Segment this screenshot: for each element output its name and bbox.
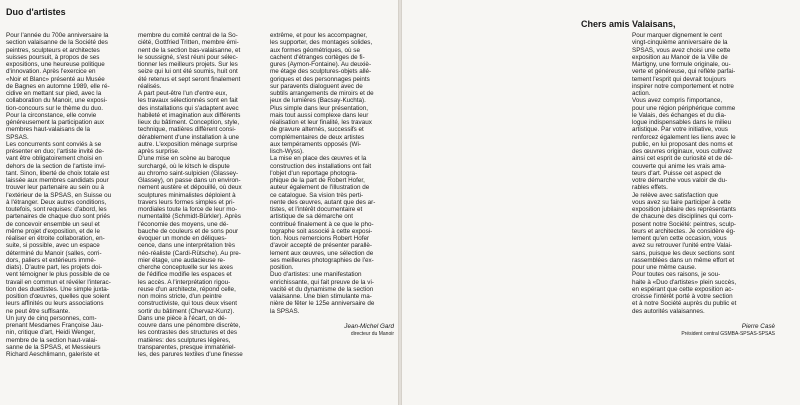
letter-text-column: Pour marquer dignement le cent vingt-cinquième anniversaire de la SPSAS, vous avez choisi une cette exposition au Manoir de la Ville de Martigny, une formule originale, ou- verte et généreuse, qui reflète parfai- tement l'esprit qui devrait toujours inspirer notre comportement et notre action. Vous avez compris l'importance, pour une région périphérique comme le Valais, des échanges et du dia- logue indispensables dans le milieu artistique. Par votre initiative, vous renforcez également les liens avec le public, en lui proposant des noms et des œuvres originaux, vous cultivez ainsi cet esprit de curiosité et de dé- couverte qui anime les vrais ama- teurs d'art. Puisse cet aspect de votre démarche vous valoir de du- rables effets. Je relève avec satisfaction que vous avez su faire participer à cette exposition jubilaire des représentants de chacune des disciplines qui com- posent notre Société: peintres, sculp- teurs et architectes. Je considère ég- lement qu'en cette occasion, vous avez su retrouver l'unité entre Valai- sans, puisque les deux sections sont rassemblées dans un même effort et pour une même cause. Pour toutes ces raisons, je sou- haite à «Duo d'artistes» plein succès, en espérant que cette exposition ac- croisse l'intérêt porté à votre section et à notre Société auprès du public et des autorités valaisannes. Pierre Casè Président central GSMBA-SPSAS-SPSAS	[632, 32, 775, 337]
text-column-2: membre du comité central de la So- ciété, Gottfried Tritten, membre émi- nent de la section bas-valaisanne, et le soussigné, s'est réuni pour sélec- tionner les meilleurs projets. Sur les seize qui lui ont été soumis, huit ont été retenus et sept seront finalement réalisés. A part peut-être l'un d'entre eux, les travaux sélectionnés sont en fait des installations qui s'adaptent avec habileté et imagination aux différents lieux du bâtiment. Conception, style, technique, matières diffèrent consi- dérablement d'une installation à une autre. L'exposition ménage surprise après surprise. D'une mise en scène au baroque surchargé, où le kitsch le dispute au chromo saint-sulpicien (Glassey- Glassey), on passe dans un environ- nement austère et dépouillé, où deux sculptures minimalistes déploient à travers leurs formes simples et pri- mordiales toute la force de leur mo- numentalité (Schmidt-Bürkler). Après l'économie des moyens, une dé- bauche de couleurs et de sons pour évoquer un monde en déliques- cence, dans une interprétation très néo-réaliste (Cardi-Rütsche). Au pre- mier étage, une audacieuse re- cherche conceptuelle sur les axes de l'édifice modifie les espaces et les accès. A l'interprétation rigou- reuse d'un architecte, répond celle, non moins stricte, d'un peintre constructiviste, qui tous deux visent sortir du bâtiment (Chervaz-Kunz). Dans une pièce à l'écart, on dé- couvre dans une pénombre discrète, les contrastes des structures et des matières: des sculptures légères, transparentes, presque immatériel- les, des parures textiles d'une finesse	[138, 32, 243, 358]
letter-signature: Pierre Casè	[741, 322, 775, 330]
author-signature: Jean-Michel Gard	[344, 322, 394, 330]
left-page	[0, 0, 398, 405]
text-column-3: extrême, et pour les accompagner, les supporter, des montages solides, aux formes géométriques, où se cachent d'étranges cortèges de fi- gures (Aymon-Fontaine). Au deuxiè- me étage des sculptures-objets allé- goriques et des personnages peints sur paravents dialoguent avec de subtils arrangements de miroirs et de jeux de lumières (Bacsay-Kuchta). Plus simple dans leur présentation, mais tout aussi complexe dans leur réalisation et leur finalité, les travaux de gravure alternés, successifs et complémentaires de deux artistes aux tempéraments opposés (Wi- lisch-Wyss). La mise en place des œuvres et la construction des installations ont fait l'objet d'un reportage photogra- phique de la part de Robert Hofer, auteur également de l'illustration de ce catalogue. Sa vision très perti- nente des œuvres, autant que des ar- tistes, et l'intérêt documentaire et artistique de sa démarche ont contribué finalement à ce que le pho- tographe soit associé à cette exposi- tion. Nous remercions Robert Hofer d'avoir accepté de présenter parallè- lement aux œuvres, une sélection de ses meilleures photographies de l'ex- position. Duo d'artistes: une manifestation enrichissante, qui fait preuve de la vi- vacité et du dynamisme de la section valaisanne. Une bien stimulante ma- nière de fêter le 125e anniversaire de la SPSAS. Jean-Michel Gard directeur du Manoir	[270, 32, 394, 337]
page-title: Duo d'artistes	[6, 7, 66, 17]
text-column-1: Pour l'année du 700e anniversaire la section valaisanne de la Société des peintres, sculpteurs et architectes suisses poursuit, à propos de ses expositions, une heureuse politique d'innovation. Après l'exercice en «Noir et Blanc» présenté au Musée de Bagnes en automne 1989, elle ré- cidive en mettant sur pied, avec la collaboration du Manoir, une exposi- tion-concours sur le thème du duo. Pour la circonstance, elle convie généreusement la participation aux membres haut-valaisans de la SPSAS. Les concurrents sont conviés à se présenter en duo; l'artiste invité de- vant être obligatoirement choisi en dehors de la section de l'artiste invi- tant. Sinon, liberté de choix totale est laissée aux membres candidats pour trouver leur partenaire au sein ou à l'extérieur de la SPSAS, en Suisse ou à l'étranger. Deux autres conditions, toutefois, sont requises: d'abord, les partenaires de chaque duo sont priés de concevoir ensemble un seul et même projet d'exposition, et de le réaliser en étroite collaboration, en- suite, si possible, avec un espace déterminé du Manoir (salles, corri- dors, paliers et extérieurs immé- diats). D'autre part, les projets doi- vent témoigner le plus possible de ce travail en commun et révéler l'interac- tion des duettistes. Une simple juxta- position d'œuvres, quelles que soient leurs affinités ou leurs associations ne peut être suffisante. Un jury de cinq personnes, com- prenant Mesdames Françoise Jau- nin, critique d'art, Heidi Wenger, membre de la section haut-valai- sanne de la SPSAS, et Messieurs Richard Aeschlimann, galeriste et	[6, 32, 112, 358]
right-page	[402, 0, 800, 405]
letter-salutation: Chers amis Valaisans,	[581, 19, 676, 29]
author-title: directeur du Manoir	[350, 331, 394, 337]
letter-signature-title: Président central GSMBA-SPSAS-SPSAS	[681, 331, 775, 337]
